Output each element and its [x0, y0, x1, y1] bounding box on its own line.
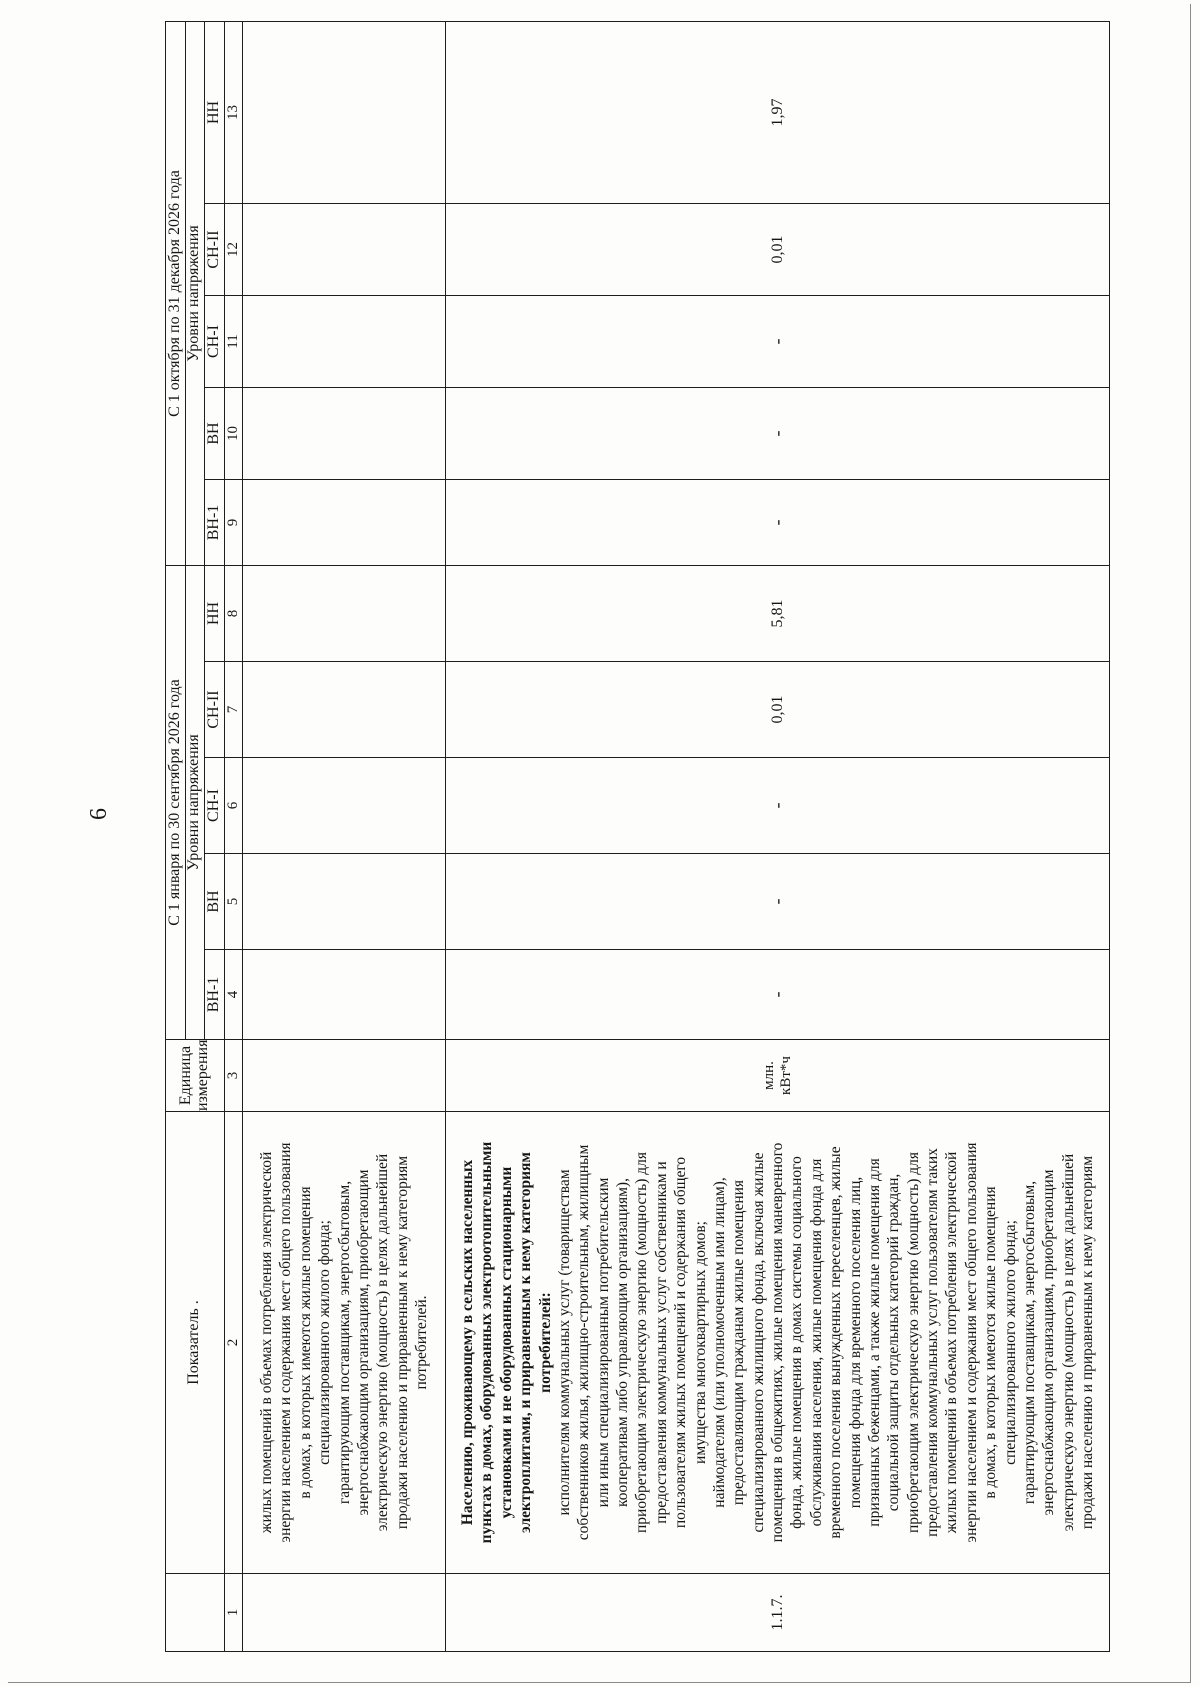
text-line: обслуживания населения, жилые помещения фонда для [807, 1158, 825, 1527]
title-line: пунктах в домах, оборудованных электроотопительными [478, 1141, 496, 1544]
text-line: энергии населением и содержания мест общего пользования [277, 1142, 295, 1543]
col-code-header [166, 1574, 225, 1652]
level-vn1-p1: ВН-1 [205, 950, 225, 1040]
text-line: временного поселения вынужденных переселенцев, жилые [827, 1146, 845, 1539]
text-line: гарантирующим поставщикам, энергосбытовым, [1020, 1180, 1038, 1505]
period2-header: С 1 октября по 31 декабря 2026 года [166, 21, 186, 565]
level-sn1-p1: СН-I [205, 758, 225, 854]
level-sn2-p1: СН-II [205, 662, 225, 758]
indicator-header: Показатель . [166, 1112, 225, 1574]
value-cell: - [446, 295, 1110, 387]
col-number: 5 [224, 854, 242, 950]
column-number-row [224, 21, 242, 1651]
col-number: 3 [224, 1040, 242, 1112]
text-line: или иным специализированным потребительским [594, 1177, 612, 1508]
voltage-levels-header-1: Уровни напряжения [185, 565, 205, 1039]
text-line: собственников жилья, жилищно-строительным, жилищным [575, 1144, 593, 1541]
table-rotated-wrapper [165, 22, 1110, 1652]
value-cell [243, 21, 446, 203]
value-cell [243, 950, 446, 1040]
col-number: 12 [224, 203, 242, 295]
text-line: электрическую энергию (мощность) в целях дальнейшей [374, 1153, 392, 1532]
text-line: помещения в общежитиях, жилые помещения маневренного [769, 1142, 787, 1543]
col-number: 9 [224, 479, 242, 565]
value-cell [243, 662, 446, 758]
value-cell [243, 387, 446, 479]
value-cell: 0,01 [446, 662, 1110, 758]
title-line: установками и не оборудованных стационарными [497, 1166, 515, 1519]
col-number: 2 [224, 1112, 242, 1574]
col-number: 6 [224, 758, 242, 854]
value-cell: - [446, 387, 1110, 479]
text-line: социальной защиты отдельных категорий граждан, [885, 1173, 903, 1512]
value-cell [243, 479, 446, 565]
col-number: 4 [224, 950, 242, 1040]
col-number: 8 [224, 565, 242, 661]
text-line: продажи населению и приравненным к нему категориям [393, 1155, 411, 1530]
value-cell: 0,01 [446, 203, 1110, 295]
indicator-text [243, 1112, 446, 1574]
value-cell: - [446, 758, 1110, 854]
level-sn2-p2: СН-II [205, 203, 225, 295]
text-line: признанных беженцами, а также жилые помещения для [865, 1158, 883, 1527]
text-line: жилых помещений в объемах потребления электрической [258, 1151, 276, 1534]
row-code [243, 1574, 446, 1652]
unit-cell: млн. кВт*ч [446, 1040, 1110, 1112]
title-line: потребителей: [536, 1292, 554, 1393]
text-line: энергоснабжающим организациям, приобретающим [1040, 1169, 1058, 1516]
row-code: 1.1.7. [446, 1574, 1110, 1652]
text-line: помещения фонда для временного поселения лиц, [846, 1176, 864, 1509]
value-cell [243, 565, 446, 661]
indicator-text [446, 1112, 1110, 1574]
unit-header: Единица измерения [166, 1040, 225, 1112]
text-line: имущества многоквартирных домов; [691, 1221, 709, 1464]
table-row [243, 21, 446, 1651]
level-vn-p1: ВН [205, 854, 225, 950]
value-cell: - [446, 950, 1110, 1040]
voltage-levels-header-2: Уровни напряжения [185, 21, 205, 565]
tariff-table [165, 21, 1110, 1652]
page-number: 6 [86, 808, 112, 820]
text-line: специализированного жилого фонда; [1001, 1220, 1019, 1465]
level-nn-p2: НН [205, 21, 225, 203]
text-line: потребителей. [413, 1295, 431, 1390]
text-line: предоставления коммунальных услуг собственникам и [652, 1161, 670, 1524]
value-cell: - [446, 854, 1110, 950]
text-line: приобретающим электрическую энергию (мощность) для [904, 1152, 922, 1533]
level-vn1-p2: ВН-1 [205, 479, 225, 565]
text-line: электрическую энергию (мощность) в целях дальнейшей [1059, 1153, 1077, 1532]
period1-header: С 1 января по 30 сентября 2026 года [166, 565, 186, 1039]
value-cell [243, 854, 446, 950]
title-line: электроплитами, и приравненным к нему категориям [517, 1152, 535, 1533]
value-cell [243, 758, 446, 854]
col-number: 7 [224, 662, 242, 758]
value-cell: 5,81 [446, 565, 1110, 661]
table-row [446, 21, 1110, 1651]
text-line: кооперативам либо управляющим организациям), [614, 1178, 632, 1507]
text-line: жилых помещений в объемах потребления электрической [943, 1151, 961, 1534]
text-line: специализированного жилого фонда; [316, 1220, 334, 1465]
value-cell [243, 203, 446, 295]
col-number: 13 [224, 21, 242, 203]
text-line: в домах, в которых имеются жилые помещения [982, 1186, 1000, 1499]
text-line: предоставляющим гражданам жилые помещения [730, 1179, 748, 1506]
text-line: в домах, в которых имеются жилые помещения [296, 1186, 314, 1499]
text-line: приобретающим электрическую энергию (мощность) для [633, 1152, 651, 1533]
value-cell: 1,97 [446, 21, 1110, 203]
text-line: энергоснабжающим организациям, приобретающим [354, 1169, 372, 1516]
text-line: энергии населением и содержания мест общего пользования [962, 1142, 980, 1543]
col-number: 11 [224, 295, 242, 387]
col-number: 10 [224, 387, 242, 479]
level-sn1-p2: СН-I [205, 295, 225, 387]
value-cell: - [446, 479, 1110, 565]
text-line: предоставления коммунальных услуг пользователям таких [924, 1148, 942, 1537]
level-nn-p1: НН [205, 565, 225, 661]
text-line: пользователям жилых помещений и содержания общего [672, 1156, 690, 1529]
text-line: исполнителям коммунальных услуг (товариществам [555, 1169, 573, 1516]
level-vn-p2: ВН [205, 387, 225, 479]
text-line: наймодателям (или уполномоченным ими лицам), [710, 1177, 728, 1508]
col-number: 1 [224, 1574, 242, 1652]
text-line: гарантирующим поставщикам, энергосбытовым, [335, 1180, 353, 1505]
title-line: Населению, проживающему в сельских населенных [459, 1159, 477, 1526]
value-cell [243, 295, 446, 387]
text-line: фонда, жилые помещения в домах системы социального [788, 1156, 806, 1529]
unit-cell [243, 1040, 446, 1112]
text-line: продажи населению и приравненным к нему категориям [1079, 1155, 1097, 1530]
text-line: специализированного жилищного фонда, включая жилые [749, 1152, 767, 1533]
